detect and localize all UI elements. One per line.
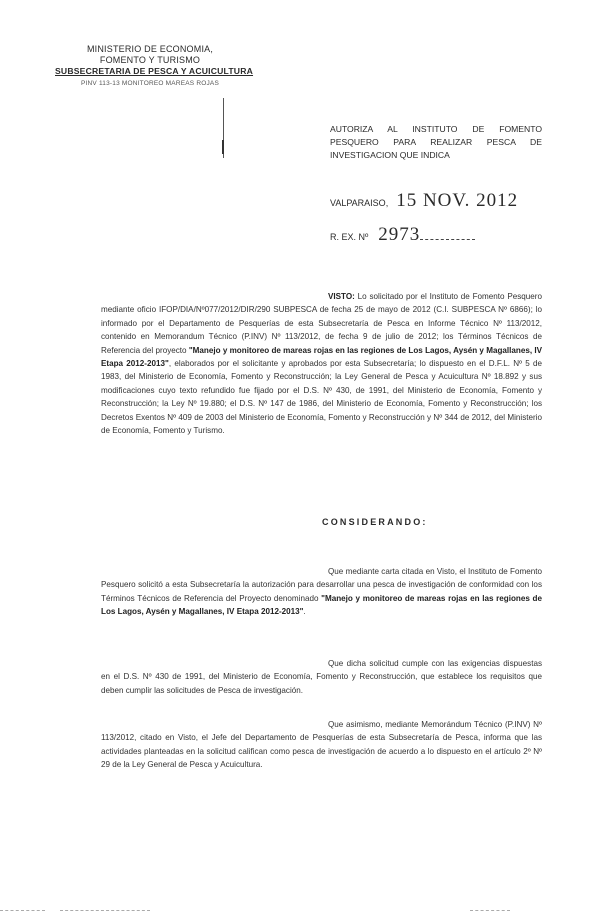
visto-text-a: Lo solicitado por el Instituto de Fomento Pesquero mediante oficio IFOP/DIA/Nº077/2012/DIR/290 SUBPESCA de fecha 25 de mayo de 2012 (C.I. SUBPESCA Nº 6866); lo informado por el Departamento de Pesquerías de esta Subsecretaría de Pesca en Informe Técnico Nº 113/2012, contenido en Memorandum Técnico (P.INV) Nº 113/2012, de fecha 9 de julio de 2012; los Términos Técnicos de Referencia del proyecto	[101, 292, 542, 355]
visto-project-title: "Manejo y monitoreo de mareas rojas en las regiones de Los Lagos, Aysén y Magallanes, IV Etapa 2012-2013"	[101, 345, 543, 369]
rex-label: R. EX. Nº	[330, 232, 369, 242]
scan-edge-mark-left	[0, 910, 45, 912]
place: VALPARAISO,	[330, 198, 389, 208]
p1-end: .	[303, 607, 306, 617]
considerando-paragraph-2: Que dicha solicitud cumple con las exigencias dispuestas en el D.S. Nº 430 de 1991, del Ministerio de Economía, Fomento y Reconstrucción, que establece los requisitos que deben cumplir las solicitudes de Pesca de investigación.	[101, 659, 542, 695]
p1-project-title: "Manejo y monitoreo de mareas rojas en las regiones de Los Lagos, Aysén y Magallanes, IV Etapa 2012-2013"	[101, 593, 542, 617]
scan-edge-mark-center	[60, 910, 150, 912]
undersecretariat-name: SUBSECRETARIA DE PESCA Y ACUICULTURA	[55, 66, 254, 76]
file-reference: PINV 113-13 MONITOREO MAREAS ROJAS	[80, 80, 220, 87]
visto-paragraph	[101, 290, 542, 437]
resolution-subject: AUTORIZA AL INSTITUTO DE FOMENTO PESQUERO PARA REALIZAR PESCA DE INVESTIGACION QUE INDICA	[330, 124, 542, 160]
margin-mark-dash	[222, 140, 224, 154]
rex-underline	[420, 239, 475, 240]
considerando-paragraph-1	[101, 565, 542, 619]
considerando-heading: CONSIDERANDO:	[322, 517, 428, 527]
visto-label: VISTO:	[328, 292, 355, 301]
place-date-line	[330, 190, 518, 212]
resolution-number-line	[330, 224, 475, 246]
date-stamp: 15 NOV. 2012	[396, 190, 519, 211]
letterhead	[55, 44, 254, 89]
ministry-subtitle: FOMENTO Y TURISMO	[99, 55, 201, 65]
visto-text-b: , elaborados por el solicitante y aprobados por esta Subsecretaría; lo dispuesto en el D.F.L. Nº 5 de 1983, del Ministerio de Economía, Fomento y Reconstrucción; la Ley General de Pesca y Acuicultura Nº 18.892 y sus modificaciones cuyo texto refundido fue fijado por el D.S. Nº 430, de 1991, del Ministerio de Economía, Fomento y Reconstrucción; la Ley Nº 19.880; el D.S. Nº 147 de 1986, del Ministerio de Economía, Fomento y Reconstrucción; los Decretos Exentos Nº 409 de 2003 del Ministerio de Economía, Fomento y Reconstrucción y Nº 344 de 2012, del Ministerio de Economía, Fomento y Turismo.	[101, 359, 542, 436]
rex-number: 2973	[378, 224, 421, 245]
p1-text: Que mediante carta citada en Visto, el Instituto de Fomento Pesquero solicitó a esta Subsecretaría la autorización para desarrollar una pesca de investigación de conformidad con los Términos Técnicos de Referencia del Proyecto denominado	[101, 567, 542, 603]
considerando-paragraph-3: Que asimismo, mediante Memorándum Técnico (P.INV) Nº 113/2012, citado en Visto, el Jefe del Departamento de Pesquerías de esta Subsecretaría de Pesca, informa que las actividades planteadas en la solicitud califican como pesca de investigación de acuerdo a lo dispuesto en el artículo 2º Nº 29 de la Ley General de Pesca y Acuicultura.	[101, 720, 542, 770]
scan-edge-mark-right	[470, 910, 510, 912]
ministry-name: MINISTERIO DE ECONOMIA,	[86, 44, 214, 54]
